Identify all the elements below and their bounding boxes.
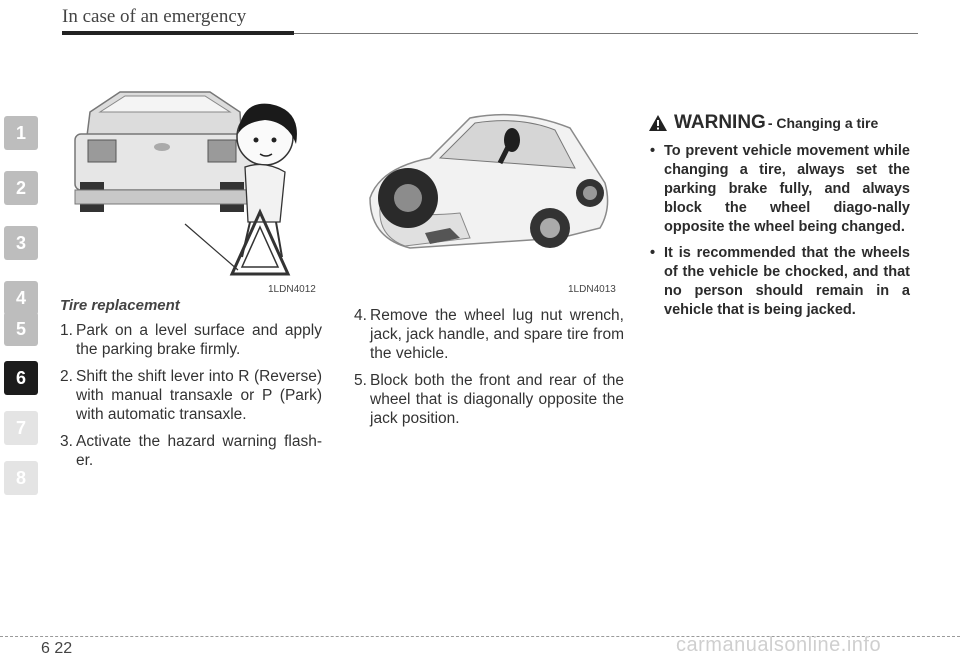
chapter-tab-2[interactable]: 2 (4, 171, 38, 205)
bullet-icon: • (650, 143, 656, 159)
warning-item-text: It is recommended that the wheels of the vehicle be chocked, and that no person should remain in a vehicle that is being jacked. (664, 245, 910, 318)
step-text: Block both the front and rear of the wheel that is diagonally opposite the jack position. (370, 372, 624, 427)
step-number: 2. (60, 368, 73, 385)
step-text: Park on a level surface and apply the parking brake firmly. (76, 322, 322, 358)
page-header-title: In case of an emergency (62, 6, 247, 27)
warning-box (648, 112, 910, 327)
warning-title (648, 112, 910, 134)
step-2 (60, 367, 322, 424)
step-text: Shift the shift lever into R (Reverse) with manual transaxle or P (Park) with automatic transaxle. (76, 368, 322, 423)
step-number: 5. (354, 372, 367, 389)
figure-code-middle: 1LDN4013 (568, 284, 616, 295)
chapter-tab-6[interactable]: 6 (4, 361, 38, 395)
chapter-tab-3[interactable]: 3 (4, 226, 38, 260)
step-number: 1. (60, 322, 73, 339)
watermark: carmanualsonline.info (676, 634, 882, 656)
warning-triangle-icon (648, 114, 668, 132)
chapter-tab-1[interactable]: 1 (4, 116, 38, 150)
warning-item (648, 244, 910, 320)
tire-replacement-middle-column (354, 306, 624, 436)
sedan-spare-tire-illustration (350, 88, 620, 278)
page-number: 6 22 (41, 640, 73, 657)
step-number: 4. (354, 307, 367, 324)
warning-label: WARNING (674, 112, 766, 133)
step-1 (60, 321, 322, 359)
warning-subtitle: - Changing a tire (767, 115, 879, 131)
step-5 (354, 371, 624, 428)
chapter-tab-7[interactable]: 7 (4, 411, 38, 445)
warning-item (648, 142, 910, 237)
rear-car-warning-triangle-illustration (60, 82, 320, 282)
bullet-icon: • (650, 245, 656, 261)
tire-replacement-left-column (60, 296, 322, 478)
step-text: Activate the hazard warning flash-er. (76, 433, 322, 469)
section-heading: Tire replacement (60, 297, 180, 314)
figure-code-left: 1LDN4012 (268, 284, 316, 295)
chapter-tab-8[interactable]: 8 (4, 461, 38, 495)
chapter-tab-5[interactable]: 5 (4, 312, 38, 346)
header-rule (294, 33, 918, 34)
step-number: 3. (60, 433, 73, 450)
header-accent-bar (62, 31, 294, 35)
step-text: Remove the wheel lug nut wrench, jack, jack handle, and spare tire from the vehicle. (370, 307, 624, 362)
chapter-tab-4[interactable]: 4 (4, 281, 38, 315)
warning-item-text: To prevent vehicle movement while changing a tire, always set the parking brake fully, and always block the wheel diago-nally opposite the wheel being changed. (664, 143, 910, 235)
step-4 (354, 306, 624, 363)
step-3 (60, 432, 322, 470)
